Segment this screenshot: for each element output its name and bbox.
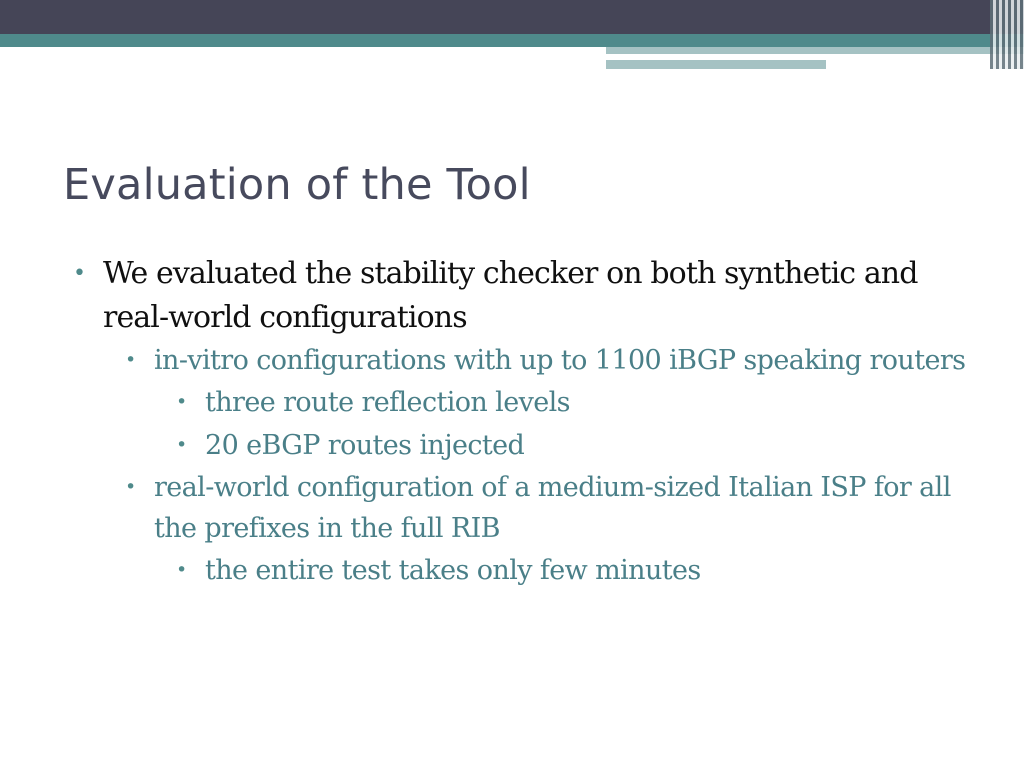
bullet-dot-icon: • bbox=[125, 476, 136, 498]
bullet-level-3 bbox=[173, 381, 970, 424]
bullet-dot-icon: • bbox=[176, 559, 187, 581]
bullet-dot-icon: • bbox=[73, 261, 86, 286]
bullet-text: real-world configuration of a medium-sized Italian ISP for all the prefixes in the full RIB bbox=[154, 472, 951, 544]
bullet-text: three route reflection levels bbox=[205, 387, 570, 418]
bullet-text: We evaluated the stability checker on both synthetic and real-world configurations bbox=[103, 256, 918, 335]
bullet-dot-icon: • bbox=[176, 391, 187, 413]
header-stripes-decoration bbox=[990, 0, 1024, 69]
bullet-list bbox=[70, 252, 970, 592]
bullet-text: 20 eBGP routes injected bbox=[205, 430, 525, 461]
header-light-bar-upper bbox=[606, 47, 1024, 54]
header-teal-band bbox=[0, 34, 1024, 47]
header-white-line bbox=[606, 55, 948, 58]
bullet-dot-icon: • bbox=[125, 349, 136, 371]
bullet-level-3 bbox=[173, 424, 970, 467]
bullet-level-1 bbox=[70, 252, 970, 340]
bullet-level-2 bbox=[122, 467, 970, 549]
bullet-text: the entire test takes only few minutes bbox=[205, 555, 701, 586]
bullet-text: in-vitro configurations with up to 1100 iBGP speaking routers bbox=[154, 345, 966, 376]
header-dark-band bbox=[0, 0, 1024, 34]
slide-title: Evaluation of the Tool bbox=[63, 160, 531, 210]
bullet-dot-icon: • bbox=[176, 434, 187, 456]
bullet-level-2 bbox=[122, 340, 970, 381]
bullet-level-3 bbox=[173, 549, 970, 592]
header-light-bar-lower bbox=[606, 60, 826, 69]
